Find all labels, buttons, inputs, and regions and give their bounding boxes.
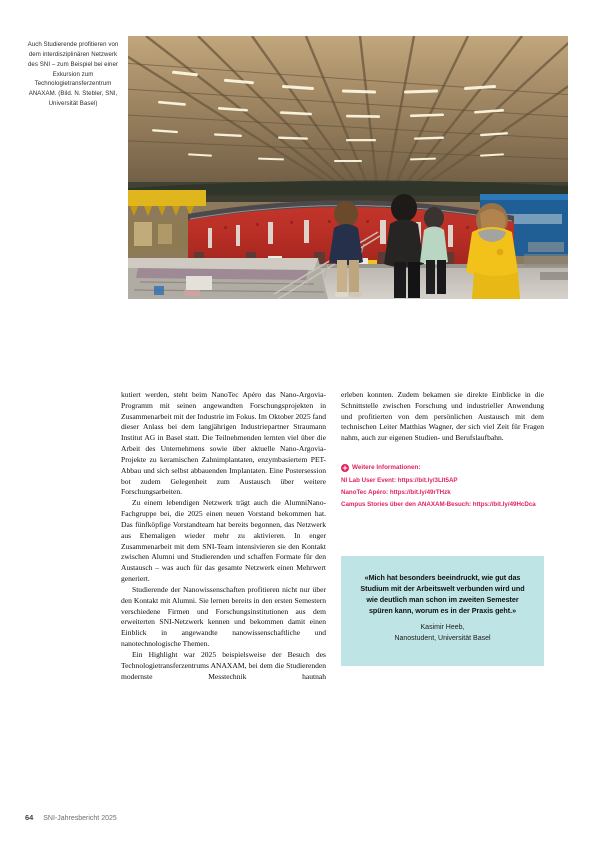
pull-quote-box xyxy=(341,556,544,666)
body-column-left xyxy=(121,390,326,682)
info-link-nanotec-apero[interactable]: NanoTec Apéro: https://bit.ly/49rTHzk xyxy=(341,488,451,496)
figure-photo xyxy=(128,36,568,299)
plus-circle-icon xyxy=(341,464,349,472)
further-information-heading xyxy=(341,464,544,472)
paragraph-right-1: erleben konnten. Zudem bekamen sie direkte Einblicke in die Schnittstelle zwischen Forschung und industrieller Anwendung und profitierten von dem persönlichen Austausch mit dem technischen Leiter Matthias Wagner, der sich viel Zeit für Fragen nahm, auch zur eigenen Studien- und Berufslaufbahn. xyxy=(341,390,544,443)
info-link-ni-lab-user-event[interactable]: NI Lab User Event: https://bit.ly/3LIt5AP xyxy=(341,476,458,484)
experimental-hall-photo xyxy=(128,36,568,299)
pull-quote-role: Nanostudent, Universität Basel xyxy=(394,634,491,642)
paragraph-left-2: Zu einem lebendigen Netzwerk trägt auch die AlumniNano-Fachgruppe bei, die 2025 einen neuen Vorstand bekommen hat. Das fünfköpfige Vorstandteam hat bereits begonnen, das Netzwerk aus Ehemaligen wieder mehr zu aktivieren. In enger Zusammenarbeit mit dem SNI-Team intensivieren sie den Kontakt zwischen Alumni und Studierenden und schaffen Formate für den Austausch – was auch für das gesamte Netzwerk einen Mehrwert generiert. xyxy=(121,498,326,584)
paragraph-left-1: kutiert werden, steht beim NanoTec Apéro das Nano-Argovia-Programm mit seinen angewandten Forschungsprojekten in Zusammenarbeit mit der Industrie im Fokus. Im Oktober 2025 fand dieser Anlass bei dem langjährigen Industriepartner Straumann Institut AG in Basel statt. Die Teilnehmenden lernten viel über die Arbeit des Unternehmens sowie über aktuelle Nano-Argovia-Projekte zu keramischen Zahnimplantaten, enzymbasiertem PET-Abbau und sich selbst abbauenden Implantaten. Eine Postersession bot zudem Gelegenheit zum Austausch über weitere Forschungsarbeiten. xyxy=(121,390,326,497)
paragraph-left-3: Studierende der Nanowissenschaften profitieren nicht nur über den Kontakt mit Alumni. Sie lernen bereits in den ersten Semestern verschiedene Firmen und Forschungsinstitutionen aus dem erweiterten SNI-Netzwerk kennen und bekommen damit einen Einblick in angewandte nanowissenschaftliche und nanotechnologische Themen. xyxy=(121,584,326,649)
pull-quote-text: «Mich hat besonders beeindruckt, wie gut das Studium mit der Arbeitswelt verbunden wird und wie deutlich man schon im zweiten Semester spüren kann, worum es in der Praxis geht.» xyxy=(360,573,525,616)
page-number: 64 xyxy=(25,813,34,822)
further-information-block xyxy=(341,464,544,510)
info-link-campus-stories-anaxam[interactable]: Campus Stories über den ANAXAM-Besuch: https://bit.ly/49HcDca xyxy=(341,501,536,509)
page-footer xyxy=(25,813,117,822)
body-column-right xyxy=(341,390,544,444)
paragraph-left-4: Ein Highlight war 2025 beispielsweise der Besuch des Technologietransferzentrums ANAXAM, bei dem die Studierenden modernste Messtechnik hautnah xyxy=(121,649,326,681)
further-information-label: Weitere Informationen: xyxy=(352,464,421,472)
pull-quote-author: Kasimir Heeb, xyxy=(420,624,465,632)
publication-title: SNI-Jahresbericht 2025 xyxy=(43,815,117,822)
figure-caption: Auch Studierende profitieren von dem interdisziplinären Netzwerk des SNI – zum Beispiel bei einer Exkursion zum Technologietransferzentrum ANAXAM. (Bild. N. Stebler, SNI, Universität Basel) xyxy=(27,41,119,108)
